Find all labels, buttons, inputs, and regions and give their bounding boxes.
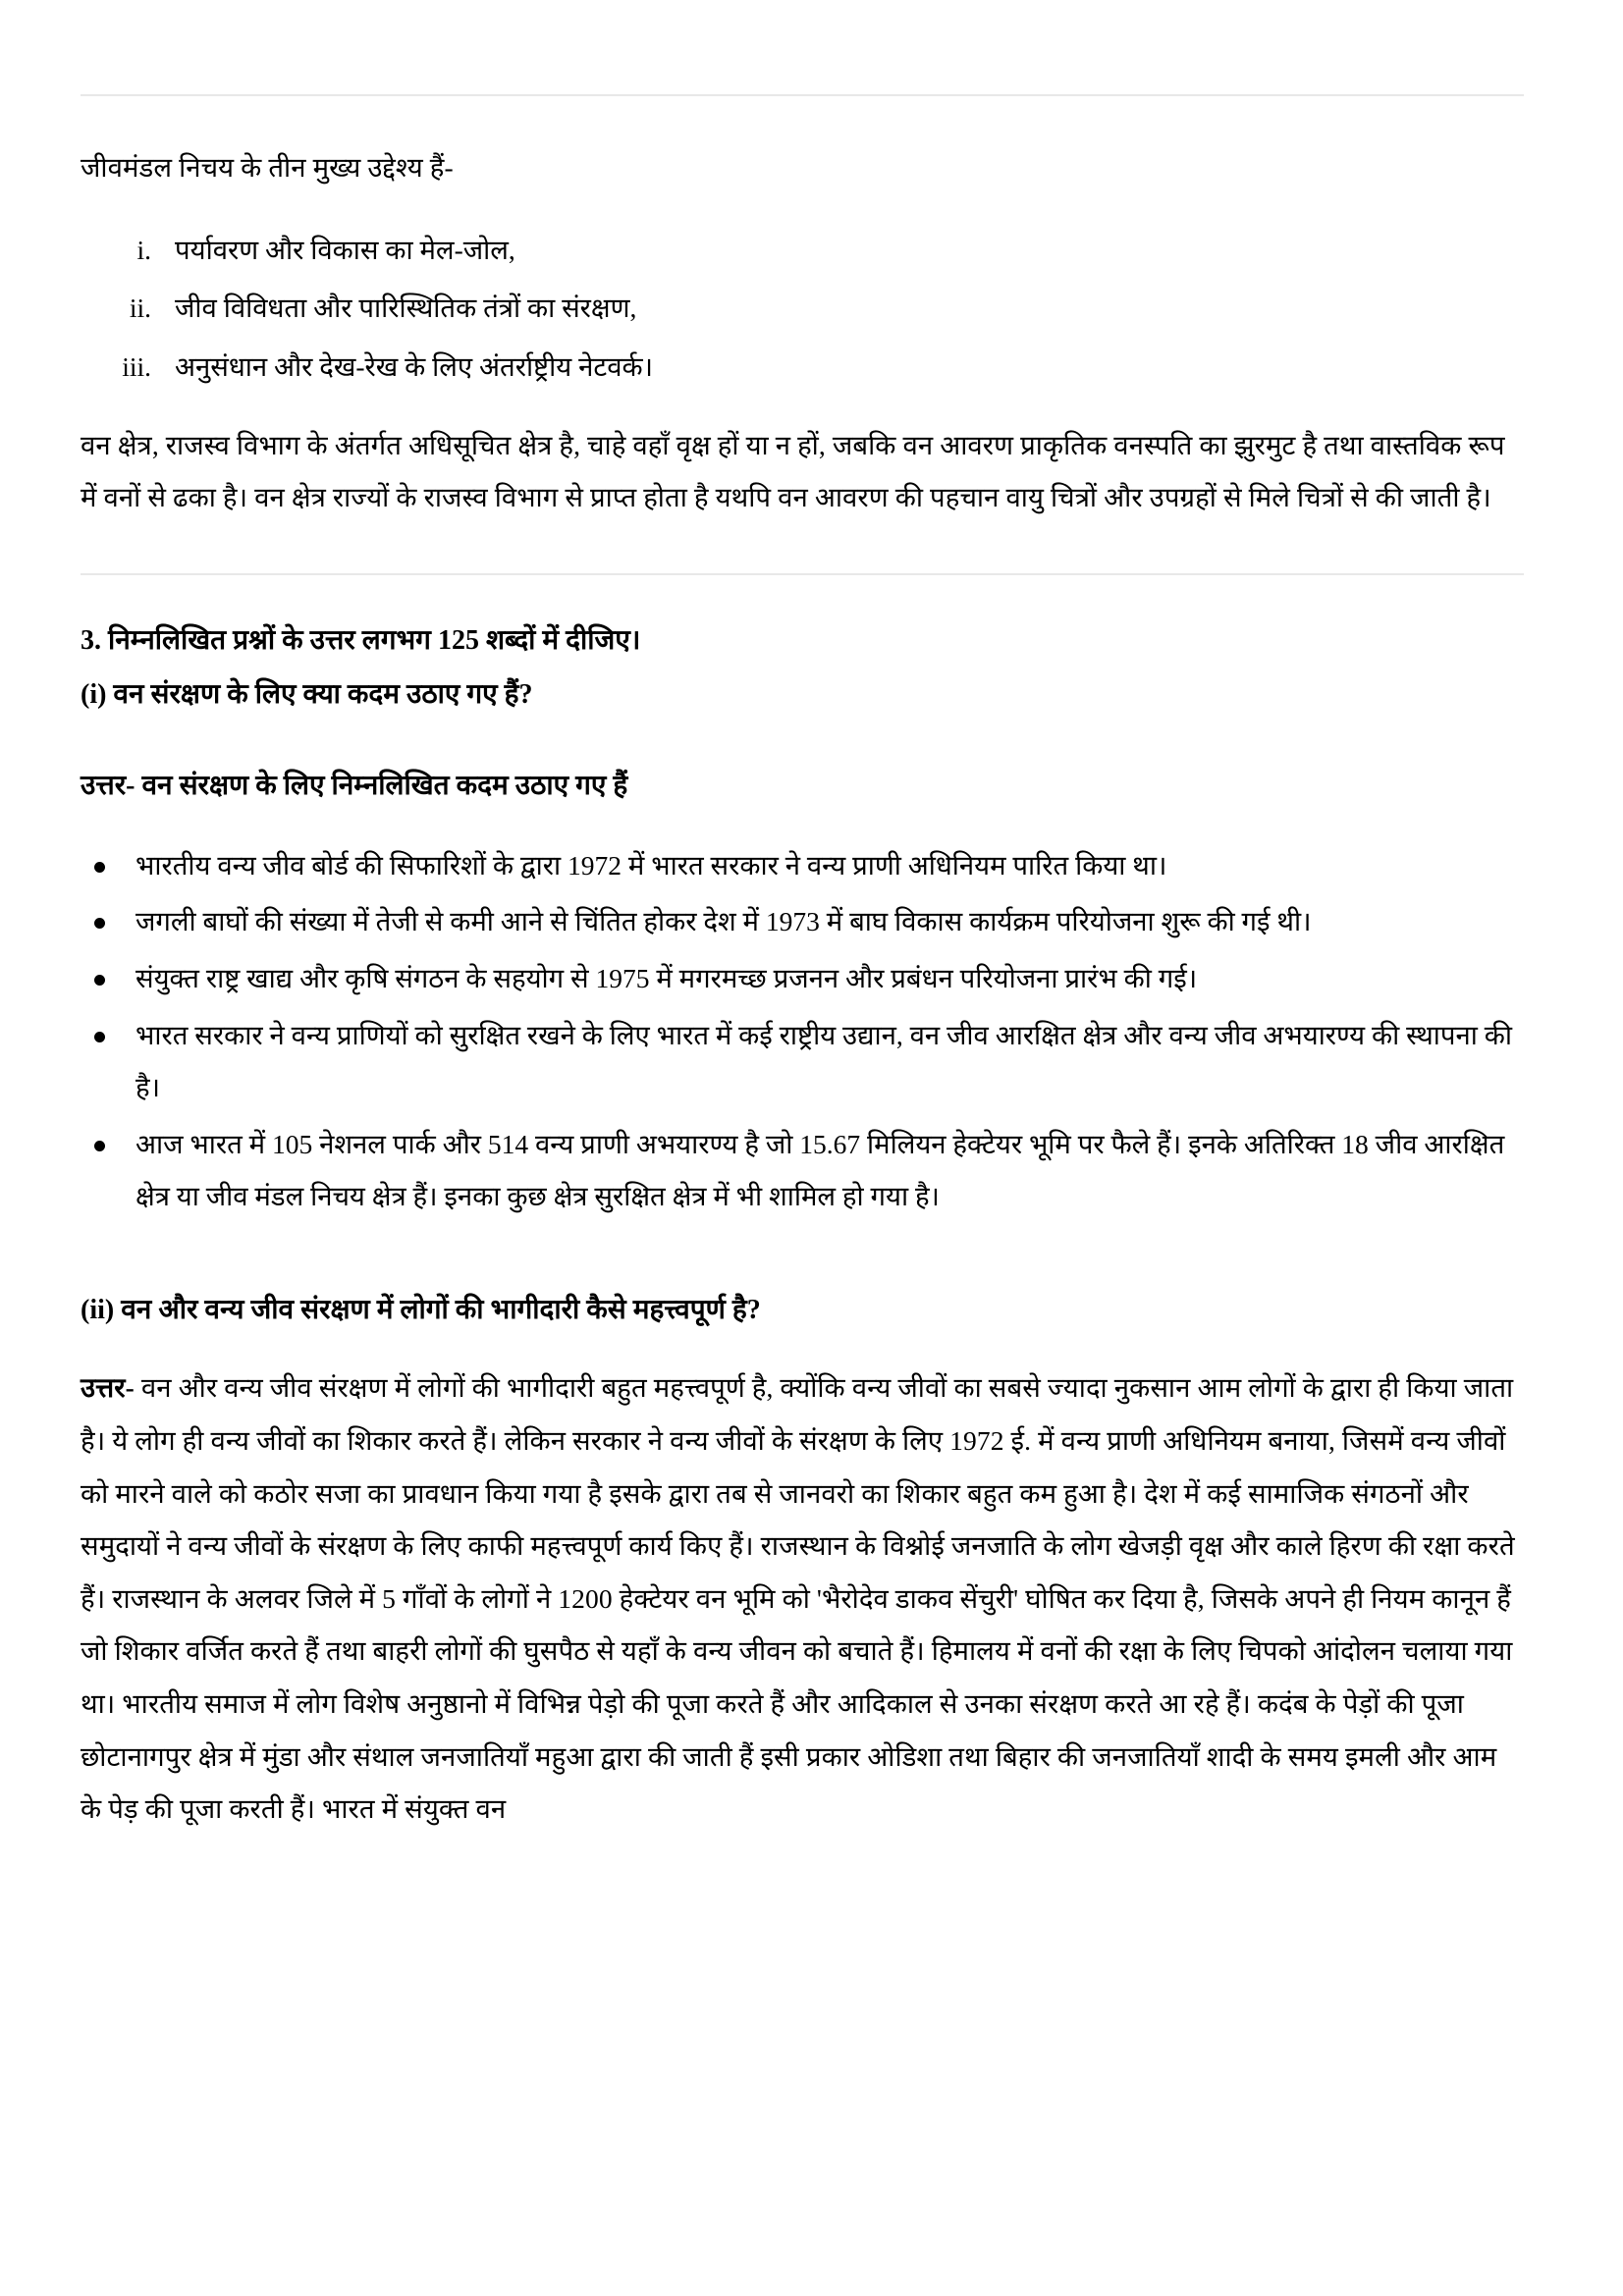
spacer	[81, 1227, 1524, 1245]
list-marker: iii.	[122, 350, 151, 382]
objectives-list	[81, 224, 1524, 394]
list-item: संयुक्त राष्ट्र खाद्य और कृषि संगठन के सहयोग से 1975 में मगरमच्छ प्रजनन और प्रबंधन परियोजना प्रारंभ की गई।	[81, 952, 1524, 1005]
answer-tag: उत्तर-	[81, 1372, 135, 1404]
list-item-text: पर्यावरण और विकास का मेल-जोल,	[175, 234, 515, 265]
question-1-answer-points	[81, 839, 1524, 1223]
list-item	[81, 341, 1524, 394]
top-divider	[81, 94, 1524, 96]
question-2-label: (ii) वन और वन्य जीव संरक्षण में लोगों की भागीदारी कैसे महत्त्वपूर्ण है?	[81, 1295, 761, 1326]
list-item: भारत सरकार ने वन्य प्राणियों को सुरक्षित रखने के लिए भारत में कई राष्ट्रीय उद्यान, वन जीव आरक्षित क्षेत्र और वन्य जीव अभयारण्य की स्थापना की है।	[81, 1009, 1524, 1114]
section-divider	[81, 573, 1524, 575]
list-item: जगली बाघों की संख्या में तेजी से कमी आने से चिंतित होकर देश में 1973 में बाघ विकास कार्यक्रम परियोजना शुरू की गई थी।	[81, 895, 1524, 948]
intro-paragraph: जीवमंडल निचय के तीन मुख्य उद्देश्य हैं-	[81, 152, 454, 183]
list-item: आज भारत में 105 नेशनल पार्क और 514 वन्य प्राणी अभयारण्य है जो 15.67 मिलियन हेक्टेयर भूमि पर फैले हैं। इनके अतिरिक्त 18 जीव आरक्षित क्षेत्र या जीव मंडल निचय क्षेत्र हैं। इनका कुछ क्षेत्र सुरक्षित क्षेत्र में भी शामिल हो गया है।	[81, 1118, 1524, 1223]
section-heading: 3. निम्नलिखित प्रश्नों के उत्तर लगभग 125 शब्दों में दीजिए।	[81, 624, 641, 656]
question-1-answer-lead: उत्तर- वन संरक्षण के लिए निम्नलिखित कदम उठाए गए हैं	[81, 771, 628, 802]
list-item: भारतीय वन्य जीव बोर्ड की सिफारिशों के द्वारा 1972 में भारत सरकार ने वन्य प्राणी अधिनियम पारित किया था।	[81, 839, 1524, 892]
list-item	[81, 224, 1524, 277]
question-2-answer	[81, 1362, 1524, 1836]
forest-area-paragraph: वन क्षेत्र, राजस्व विभाग के अंतर्गत अधिसूचित क्षेत्र है, चाहे वहाँ वृक्ष हों या न हों, जबकि वन आवरण प्राकृतिक वनस्पति का झुरमुट है तथा वास्तविक रूप में वनों से ढका है। वन क्षेत्र राज्यों के राजस्व विभाग से प्राप्त होता है यथपि वन आवरण की पहचान वायु चित्रों और उपग्रहों से मिले चित्रों से की जाती है।	[81, 429, 1505, 513]
list-marker: i.	[136, 234, 151, 265]
answer-body: वन और वन्य जीव संरक्षण में लोगों की भागीदारी बहुत महत्त्वपूर्ण है, क्योंकि वन्य जीवों का सबसे ज्यादा नुकसान आम लोगों के द्वारा ही किया जाता है। ये लोग ही वन्य जीवों का शिकार करते हैं। लेकिन सरकार ने वन्य जीवों के संरक्षण के लिए 1972 ई. में वन्य प्राणी अधिनियम बनाया, जिसमें वन्य जीवों को मारने वाले को कठोर सजा का प्रावधान किया गया है इसके द्वारा तब से जानवरो का शिकार बहुत कम हुआ है। देश में कई सामाजिक संगठनों और समुदायों ने वन्य जीवों के संरक्षण के लिए काफी महत्त्वपूर्ण कार्य किए हैं। राजस्थान के विश्नोई जनजाति के लोग खेजड़ी वृक्ष और काले हिरण की रक्षा करते हैं। राजस्थान के अलवर जिले में 5 गाँवों के लोगों ने 1200 हेक्टेयर वन भूमि को 'भैरोदेव डाकव सेंचुरी' घोषित कर दिया है, जिसके अपने ही नियम कानून हैं जो शिकार वर्जित करते हैं तथा बाहरी लोगों की घुसपैठ से यहाँ के वन्य जीवन को बचाते हैं। हिमालय में वनों की रक्षा के लिए चिपको आंदोलन चलाया गया था। भारतीय समाज में लोग विशेष अनुष्ठानो में विभिन्न पेड़ो की पूजा करते हैं और आदिकाल से उनका संरक्षण करते आ रहे हैं। कदंब के पेड़ों की पूजा छोटानागपुर क्षेत्र में मुंडा और संथाल जनजातियाँ महुआ द्वारा की जाती हैं इसी प्रकार ओडिशा तथा बिहार की जनजातियाँ शादी के समय इमली और आम के पेड़ की पूजा करती हैं। भारत में संयुक्त वन	[81, 1372, 1515, 1825]
question-1-label: (i) वन संरक्षण के लिए क्या कदम उठाए गए हैं?	[81, 678, 533, 710]
list-item-text: जीव विविधता और पारिस्थितिक तंत्रों का संरक्षण,	[175, 293, 637, 324]
list-item-text: अनुसंधान और देख-रेख के लिए अंतर्राष्ट्रीय नेटवर्क।	[175, 350, 654, 382]
document-content	[81, 94, 1524, 1836]
list-item	[81, 282, 1524, 335]
list-marker: ii.	[129, 293, 151, 324]
